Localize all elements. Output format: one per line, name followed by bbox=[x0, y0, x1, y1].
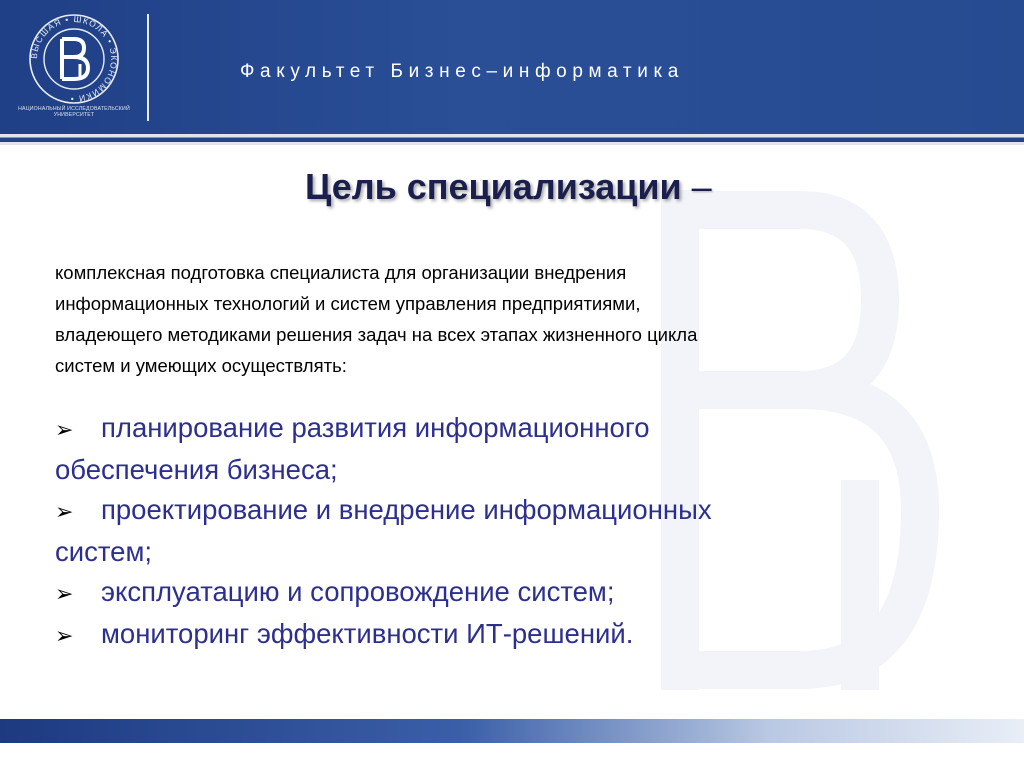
arrow-bullet-icon: ➢ bbox=[55, 417, 74, 442]
hse-emblem-icon bbox=[18, 12, 130, 106]
arrow-bullet-icon: ➢ bbox=[55, 581, 74, 606]
list-item bbox=[55, 572, 955, 614]
list-item bbox=[55, 614, 955, 656]
logo-subtitle: НАЦИОНАЛЬНЫЙ ИССЛЕДОВАТЕЛЬСКИЙ УНИВЕРСИТЕТ bbox=[18, 106, 130, 118]
logo-ring-text: ВЫСШАЯ • ШКОЛА • ЭКОНОМИКИ • bbox=[28, 13, 120, 105]
bullet-text: эксплуатацию и сопровождение систем; bbox=[101, 576, 615, 607]
header-divider bbox=[147, 14, 149, 121]
bullet-text: планирование развития информационного bbox=[101, 412, 650, 443]
header-underline bbox=[0, 134, 1024, 145]
intro-line: информационных технологий и систем управления предприятиями, bbox=[55, 293, 641, 314]
intro-line: систем и умеющих осуществлять: bbox=[55, 355, 347, 376]
intro-paragraph bbox=[55, 257, 975, 381]
bullet-text: мониторинг эффективности ИТ-решений. bbox=[101, 618, 634, 649]
bullet-text-continued: систем; bbox=[55, 536, 152, 567]
arrow-bullet-icon: ➢ bbox=[55, 623, 74, 648]
slide-title bbox=[305, 166, 712, 208]
hse-logo bbox=[18, 12, 130, 128]
header-bar bbox=[0, 0, 1024, 134]
bullet-text-continued: обеспечения бизнеса; bbox=[55, 454, 338, 485]
footer-bar bbox=[0, 719, 1024, 743]
bullet-text: проектирование и внедрение информационных bbox=[101, 494, 712, 525]
bullet-list bbox=[55, 408, 955, 656]
intro-line: владеющего методиками решения задач на всех этапах жизненного цикла bbox=[55, 324, 698, 345]
intro-line: комплексная подготовка специалиста для организации внедрения bbox=[55, 262, 627, 283]
arrow-bullet-icon: ➢ bbox=[55, 499, 74, 524]
title-main: Цель специализации bbox=[305, 166, 682, 207]
title-dash: – bbox=[681, 166, 712, 207]
list-item bbox=[55, 490, 955, 572]
list-item bbox=[55, 408, 955, 490]
faculty-title: Факультет Бизнес–информатика bbox=[240, 61, 684, 82]
